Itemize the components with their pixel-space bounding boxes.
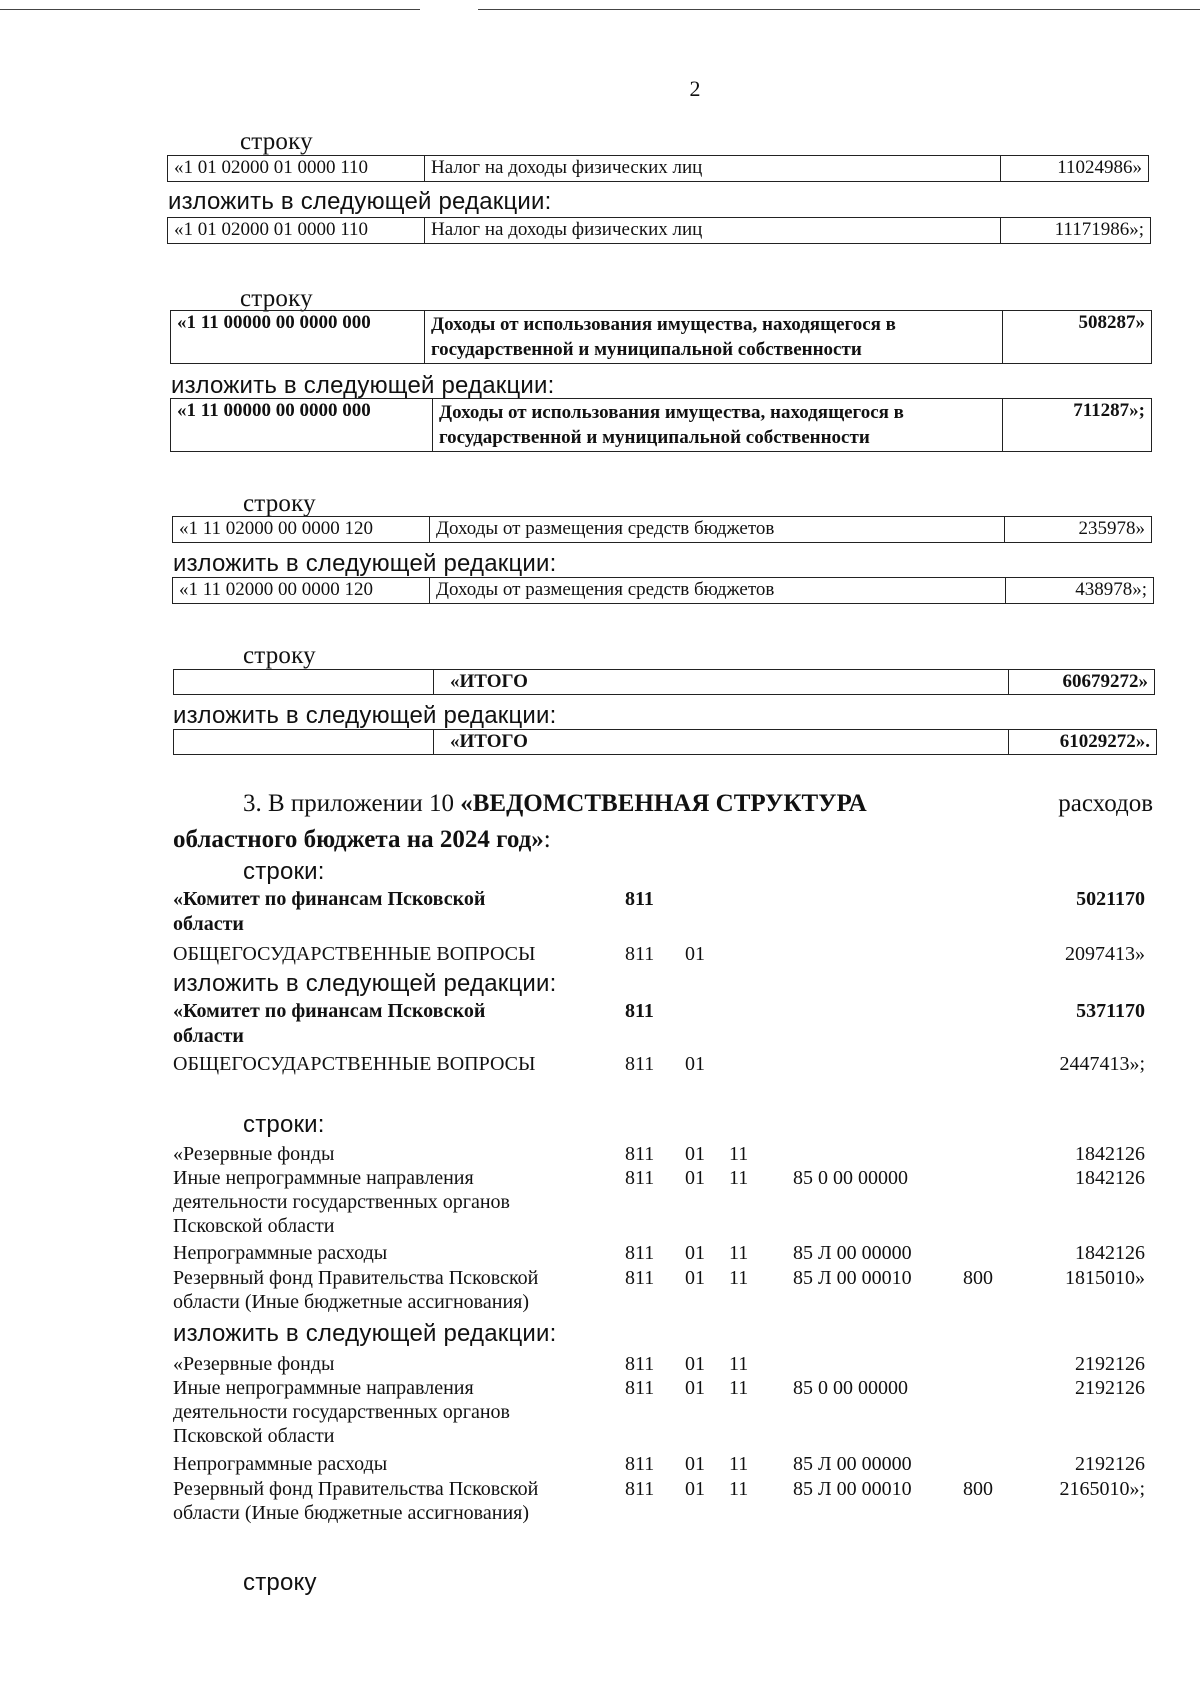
section-3-bold-2: областного бюджета на 2024 год» <box>173 826 544 853</box>
row-name: ОБЩЕГОСУДАРСТВЕННЫЕ ВОПРОСЫ <box>173 943 536 965</box>
section-3-bold-1: «ВЕДОМСТВЕННАЯ СТРУКТУРА <box>460 790 867 817</box>
amount: 1842126 <box>1075 1242 1145 1264</box>
code-section: 01 <box>685 1167 705 1189</box>
amount: 1842126 <box>1075 1143 1145 1165</box>
spending-row <box>173 1167 1145 1239</box>
table-row-before <box>167 155 1149 182</box>
row-name-cont: деятельности государственных органов <box>173 1191 510 1213</box>
table-row-before <box>170 310 1152 364</box>
spending-row <box>173 943 1145 968</box>
label-stroku: строку <box>243 490 316 517</box>
code-subsection: 11 <box>729 1453 749 1475</box>
code-section: 01 <box>685 1143 705 1165</box>
scan-edge-line <box>478 9 1200 10</box>
amount: 2447413»; <box>1059 1053 1145 1075</box>
code-section: 01 <box>685 1053 705 1075</box>
label-izlozhit: изложить в следующей редакции: <box>173 1320 557 1347</box>
code-target: 85 0 00 00000 <box>793 1377 908 1399</box>
code-ministry: 811 <box>625 888 654 910</box>
section-3-heading <box>173 786 1153 858</box>
spending-row <box>173 1377 1145 1449</box>
code-ministry: 811 <box>625 1242 655 1264</box>
revenue-name: Доходы от использования имущества, находящегося в государственной и муниципальной собственности <box>425 311 1003 363</box>
row-name: «Резервные фонды <box>173 1143 335 1165</box>
code-ministry: 811 <box>625 1478 655 1500</box>
scan-edge-line <box>0 9 420 10</box>
label-izlozhit: изложить в следующей редакции: <box>173 702 557 729</box>
label-izlozhit: изложить в следующей редакции: <box>173 970 557 997</box>
code-expense-type: 800 <box>963 1267 993 1289</box>
code-section: 01 <box>685 1377 705 1399</box>
row-name: Резервный фонд Правительства Псковской <box>173 1267 539 1289</box>
page-number: 2 <box>689 76 701 101</box>
label-stroki: строки: <box>243 858 325 885</box>
amount: 2165010»; <box>1059 1478 1145 1500</box>
amount: 5371170 <box>1076 1000 1145 1022</box>
amount: 2192126 <box>1075 1377 1145 1399</box>
label-izlozhit: изложить в следующей редакции: <box>168 188 552 215</box>
amount: 2192126 <box>1075 1353 1145 1375</box>
budget-code <box>174 730 434 754</box>
row-name: Иные непрограммные направления <box>173 1377 474 1399</box>
section-3-prefix: 3. В приложении 10 <box>243 790 461 817</box>
row-name-cont: Псковской области <box>173 1425 335 1447</box>
section-3-suffix-2: : <box>543 826 551 853</box>
row-name: «Комитет по финансам Псковской <box>173 888 486 910</box>
revenue-name: Доходы от использования имущества, находящегося в государственной и муниципальной собственности <box>433 399 1003 451</box>
revenue-name: Налог на доходы физических лиц <box>425 218 1001 243</box>
row-name-cont: области (Иные бюджетные ассигнования) <box>173 1502 530 1524</box>
label-stroku: строку <box>240 285 313 312</box>
row-name-cont: Псковской области <box>173 1215 335 1237</box>
code-subsection: 11 <box>729 1143 749 1165</box>
spending-row <box>173 1453 1145 1477</box>
spending-row <box>173 1143 1145 1167</box>
code-subsection: 11 <box>729 1353 749 1375</box>
row-name-cont: области <box>173 913 244 935</box>
amount: 11024986» <box>1057 157 1142 178</box>
spending-row <box>173 1242 1145 1266</box>
code-expense-type: 800 <box>963 1478 993 1500</box>
amount: 438978»; <box>1075 579 1147 600</box>
spending-row <box>173 1353 1145 1377</box>
row-name: ОБЩЕГОСУДАРСТВЕННЫЕ ВОПРОСЫ <box>173 1053 536 1075</box>
label-izlozhit: изложить в следующей редакции: <box>171 372 555 399</box>
table-row-after <box>173 729 1157 755</box>
row-name: Иные непрограммные направления <box>173 1167 474 1189</box>
row-name-cont: области (Иные бюджетные ассигнования) <box>173 1291 530 1313</box>
table-row-before <box>172 516 1152 543</box>
code-ministry: 811 <box>625 1053 655 1075</box>
code-section: 01 <box>685 1453 705 1475</box>
budget-code: «1 11 02000 00 0000 120 <box>173 517 430 542</box>
amount: 711287»; <box>1073 400 1145 421</box>
label-stroku: строку <box>243 1569 317 1596</box>
table-row-after <box>167 217 1151 244</box>
code-subsection: 11 <box>729 1377 749 1399</box>
code-target: 85 Л 00 00000 <box>793 1242 912 1264</box>
label-stroku: строку <box>240 128 313 155</box>
label-izlozhit: изложить в следующей редакции: <box>173 550 557 577</box>
amount: 61029272». <box>1059 731 1150 752</box>
table-row-before <box>173 669 1155 695</box>
code-section: 01 <box>685 1478 705 1500</box>
row-name: «Резервные фонды <box>173 1353 335 1375</box>
budget-code: «1 11 00000 00 0000 000 <box>171 311 425 363</box>
budget-code: «1 01 02000 01 0000 110 <box>168 218 425 243</box>
code-ministry: 811 <box>625 1267 655 1289</box>
code-ministry: 811 <box>625 1143 655 1165</box>
amount: 1842126 <box>1075 1167 1145 1189</box>
label-stroki: строки: <box>243 1111 325 1138</box>
code-ministry: 811 <box>625 1453 655 1475</box>
budget-code: «1 01 02000 01 0000 110 <box>168 156 425 181</box>
code-section: 01 <box>685 1353 705 1375</box>
amount: 508287» <box>1078 312 1145 333</box>
section-3-suffix-1: расходов <box>1058 790 1153 817</box>
table-row-after <box>170 398 1152 452</box>
code-ministry: 811 <box>625 1377 655 1399</box>
code-subsection: 11 <box>729 1478 749 1500</box>
revenue-name: «ИТОГО <box>434 670 1009 694</box>
code-target: 85 Л 00 00000 <box>793 1453 912 1475</box>
spending-row <box>173 1267 1145 1315</box>
budget-code: «1 11 00000 00 0000 000 <box>171 399 433 451</box>
code-target: 85 Л 00 00010 <box>793 1478 912 1500</box>
code-ministry: 811 <box>625 1000 654 1022</box>
code-ministry: 811 <box>625 1167 655 1189</box>
amount: 11171986»; <box>1054 219 1144 240</box>
revenue-name: «ИТОГО <box>434 730 1009 754</box>
amount: 2192126 <box>1075 1453 1145 1475</box>
budget-code <box>174 670 434 694</box>
spending-row <box>173 1478 1145 1526</box>
amount: 1815010» <box>1065 1267 1145 1289</box>
code-target: 85 Л 00 00010 <box>793 1267 912 1289</box>
code-section: 01 <box>685 1267 705 1289</box>
spending-row <box>173 888 1145 938</box>
revenue-name: Налог на доходы физических лиц <box>425 156 1001 181</box>
code-subsection: 11 <box>729 1167 749 1189</box>
amount: 235978» <box>1078 518 1145 539</box>
table-row-after <box>172 577 1154 604</box>
row-name-cont: области <box>173 1025 244 1047</box>
amount: 5021170 <box>1076 888 1145 910</box>
revenue-name: Доходы от размещения средств бюджетов <box>430 517 1005 542</box>
row-name: «Комитет по финансам Псковской <box>173 1000 486 1022</box>
code-subsection: 11 <box>729 1267 749 1289</box>
code-ministry: 811 <box>625 1353 655 1375</box>
code-section: 01 <box>685 1242 705 1264</box>
code-section: 01 <box>685 943 705 965</box>
code-target: 85 0 00 00000 <box>793 1167 908 1189</box>
amount: 60679272» <box>1062 671 1148 692</box>
spending-row <box>173 1000 1145 1050</box>
budget-code: «1 11 02000 00 0000 120 <box>173 578 430 603</box>
amount: 2097413» <box>1065 943 1145 965</box>
row-name: Резервный фонд Правительства Псковской <box>173 1478 539 1500</box>
code-subsection: 11 <box>729 1242 749 1264</box>
spending-row <box>173 1053 1145 1078</box>
row-name: Непрограммные расходы <box>173 1453 388 1475</box>
row-name: Непрограммные расходы <box>173 1242 388 1264</box>
revenue-name: Доходы от размещения средств бюджетов <box>430 578 1006 603</box>
label-stroku: строку <box>243 642 316 669</box>
code-ministry: 811 <box>625 943 655 965</box>
row-name-cont: деятельности государственных органов <box>173 1401 510 1423</box>
